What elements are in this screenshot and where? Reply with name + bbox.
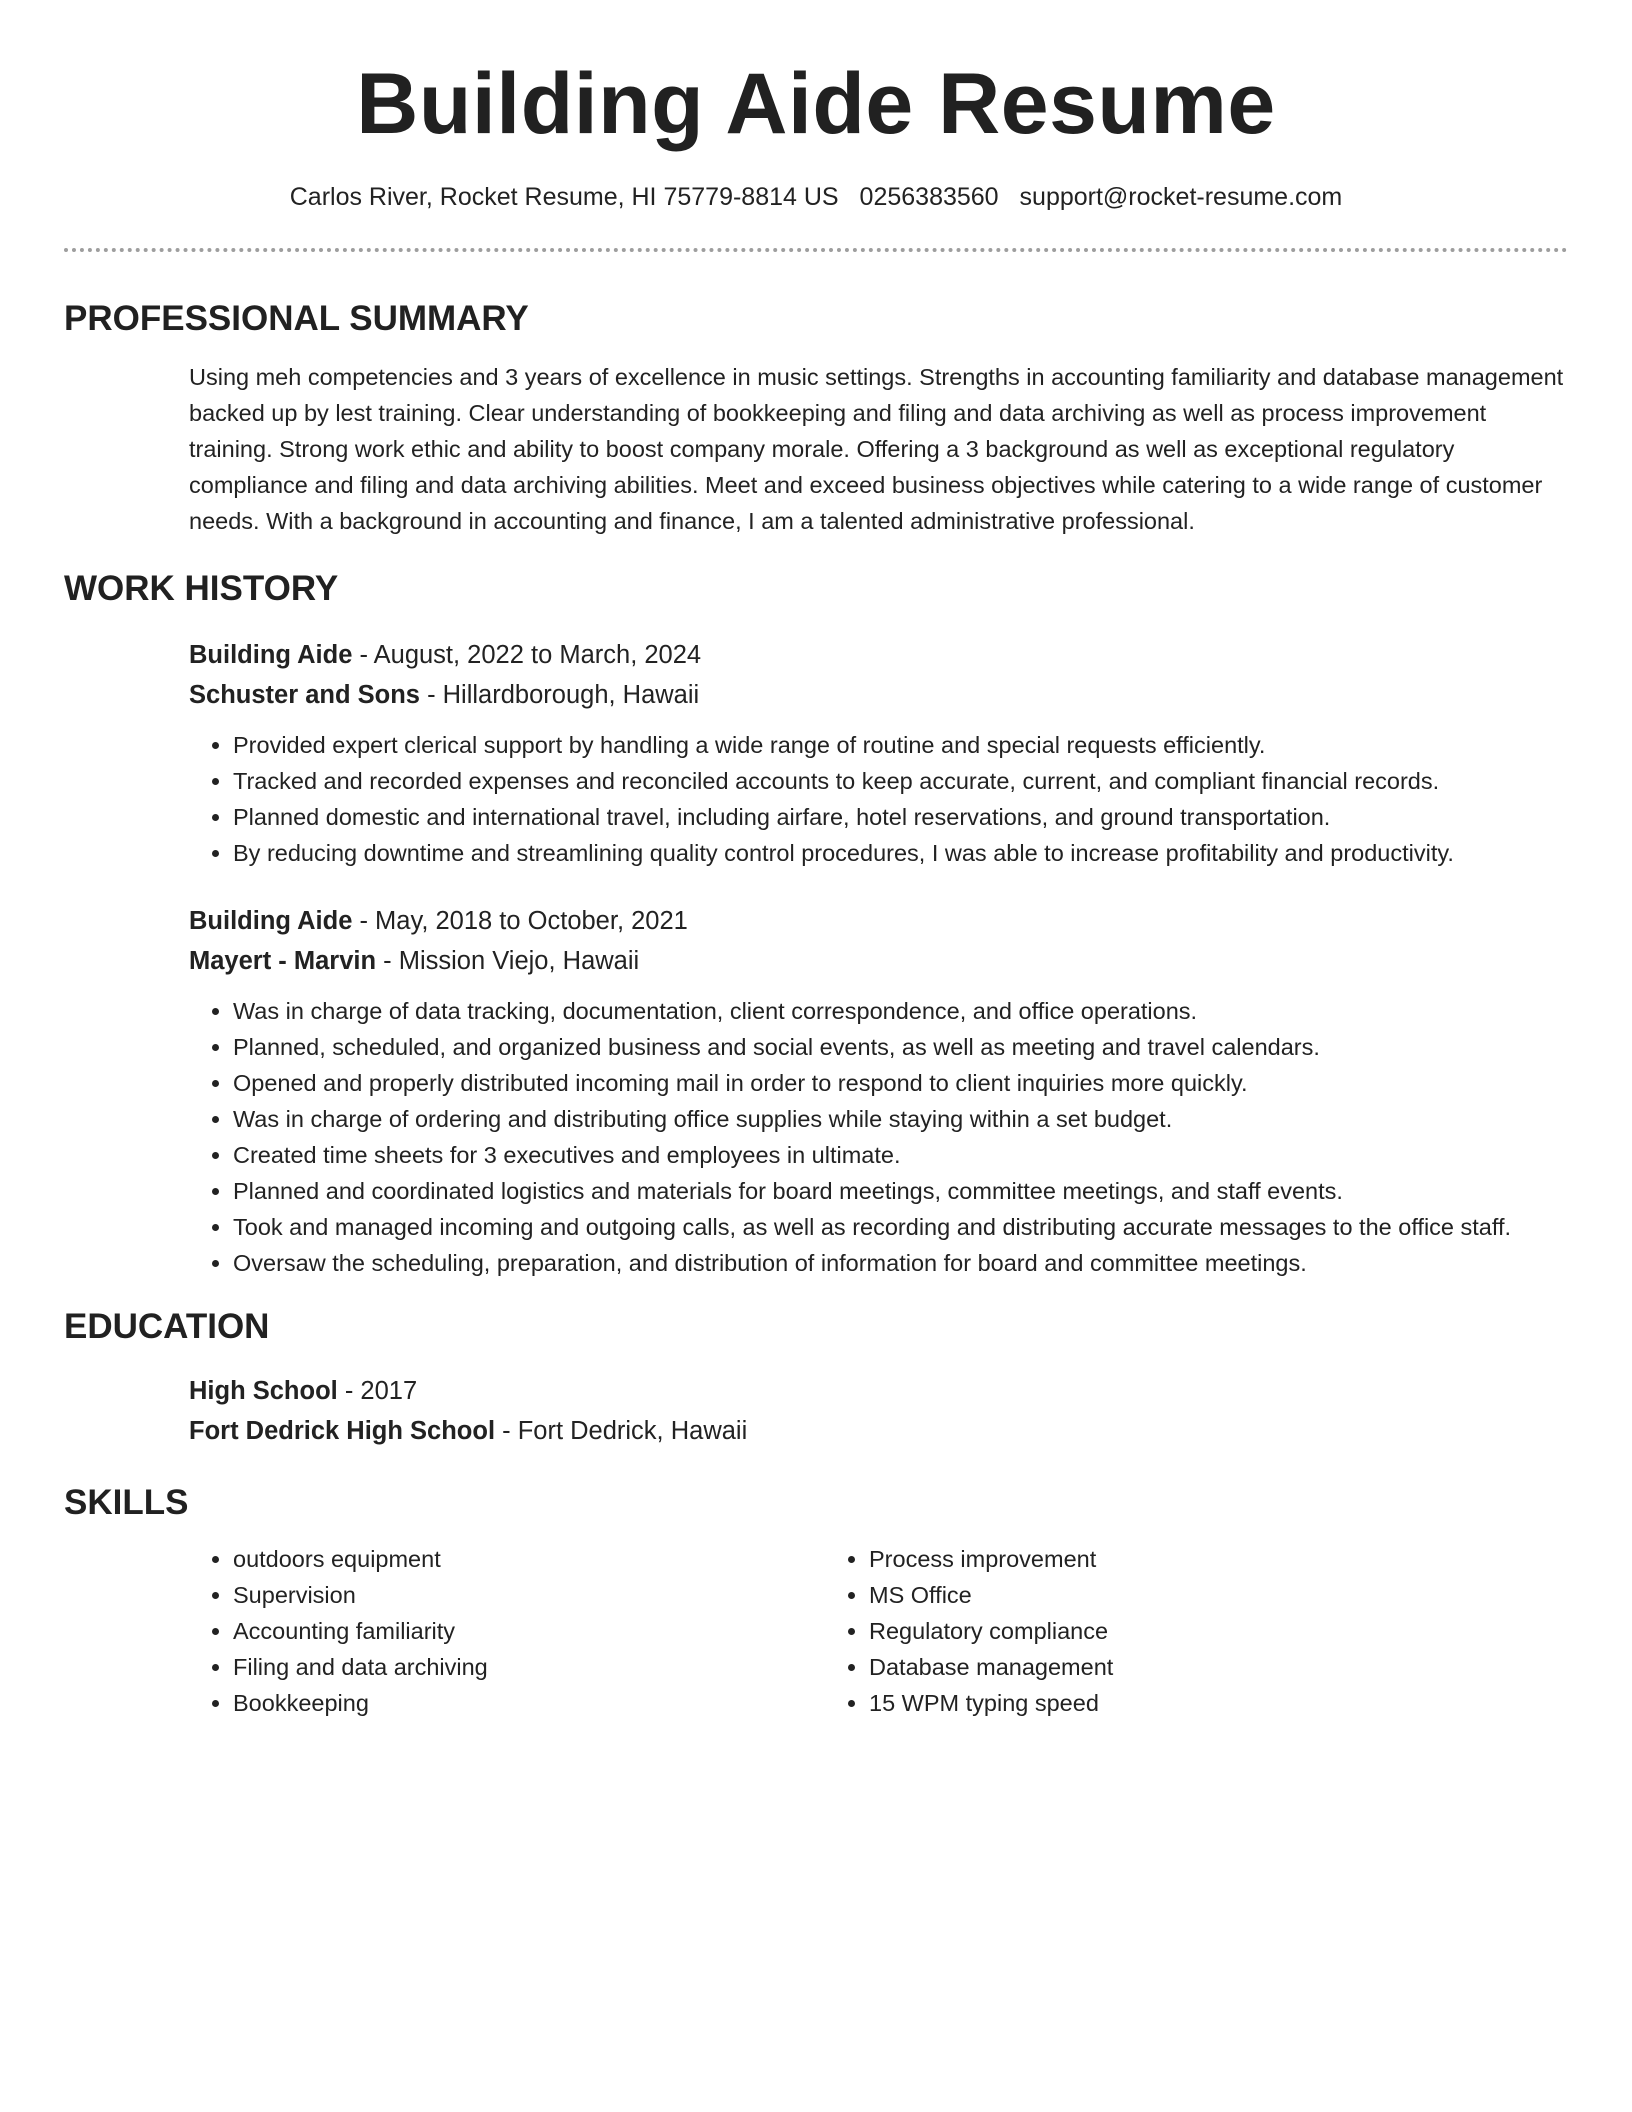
job-title-line	[189, 635, 1568, 675]
skill-item: • outdoors equipment	[233, 1541, 825, 1577]
job-entry-2	[189, 901, 1568, 1281]
contact-email: support@rocket-resume.com	[1019, 183, 1343, 211]
list-item: • Tracked and recorded expenses and reconciled accounts to keep accurate, current, and compliant financial records.	[233, 763, 1568, 799]
list-item: • Planned, scheduled, and organized business and social events, as well as meeting and travel calendars.	[233, 1029, 1568, 1065]
skill-item: • Bookkeeping	[233, 1685, 825, 1721]
education-school: Fort Dedrick High School	[189, 1417, 496, 1445]
list-item: • Oversaw the scheduling, preparation, and distribution of information for board and committee meetings.	[233, 1245, 1568, 1281]
list-item: • Took and managed incoming and outgoing calls, as well as recording and distributing accurate messages to the office staff.	[233, 1209, 1568, 1245]
skill-item: • 15 WPM typing speed	[869, 1685, 1461, 1721]
job-title: Building Aide	[189, 641, 353, 669]
list-item: • Planned domestic and international travel, including airfare, hotel reservations, and ground transportation.	[233, 799, 1568, 835]
job-entry-1	[189, 635, 1568, 871]
skill-item: • Accounting familiarity	[233, 1613, 825, 1649]
education-degree: High School	[189, 1377, 338, 1405]
job-company: Mayert - Marvin	[189, 947, 377, 975]
education-heading: EDUCATION	[64, 1307, 270, 1346]
skill-item: • Regulatory compliance	[869, 1613, 1461, 1649]
skill-item: • Supervision	[233, 1577, 825, 1613]
job-title: Building Aide	[189, 907, 353, 935]
job-bullets	[189, 727, 1568, 871]
resume-page	[64, 0, 1568, 1721]
skill-item: • Database management	[869, 1649, 1461, 1685]
summary-heading: PROFESSIONAL SUMMARY	[64, 299, 529, 338]
job-company: Schuster and Sons	[189, 681, 420, 709]
list-item: • Opened and properly distributed incoming mail in order to respond to client inquiries more quickly.	[233, 1065, 1568, 1101]
list-item: • Was in charge of ordering and distributing office supplies while staying within a set budget.	[233, 1101, 1568, 1137]
education-location: - Fort Dedrick, Hawaii	[495, 1417, 748, 1445]
list-item: • Provided expert clerical support by handling a wide range of routine and special requests efficiently.	[233, 727, 1568, 763]
list-item: • Was in charge of data tracking, documentation, client correspondence, and office operations.	[233, 993, 1568, 1029]
header-divider	[64, 248, 1568, 252]
job-bullets	[189, 993, 1568, 1281]
skill-item: • Filing and data archiving	[233, 1649, 825, 1685]
work-history-heading: WORK HISTORY	[64, 569, 339, 608]
education-year: - 2017	[337, 1377, 418, 1405]
skills-left-column	[189, 1541, 825, 1721]
job-location: - Hillardborough, Hawaii	[419, 681, 700, 709]
list-item: • Planned and coordinated logistics and materials for board meetings, committee meetings, and staff events.	[233, 1173, 1568, 1209]
contact-line	[64, 180, 1568, 214]
skills-grid	[189, 1541, 1568, 1721]
list-item: • By reducing downtime and streamlining quality control procedures, I was able to increase profitability and productivity.	[233, 835, 1568, 871]
job-dates: - August, 2022 to March, 2024	[352, 641, 702, 669]
summary-text: Using meh competencies and 3 years of excellence in music settings. Strengths in accounting familiarity and database management backed up by lest training. Clear understanding of bookkeeping and filing and data archiving as well as process improvement training. Strong work ethic and ability to boost company morale. Offering a 3 background as well as exceptional regulatory compliance and filing and data archiving abilities. Meet and exceed business objectives while catering to a wide range of customer needs. With a background in accounting and finance, I am a talented administrative professional.	[189, 364, 1564, 534]
skill-item: • MS Office	[869, 1577, 1461, 1613]
contact-address: Carlos River, Rocket Resume, HI 75779-8814 US	[289, 183, 839, 211]
job-title-line	[189, 901, 1568, 941]
skill-item: • Process improvement	[869, 1541, 1461, 1577]
job-company-line	[189, 675, 1568, 715]
skills-right-column	[825, 1541, 1461, 1721]
contact-phone: 0256383560	[859, 183, 999, 211]
job-dates: - May, 2018 to October, 2021	[352, 907, 688, 935]
education-entry	[189, 1371, 1568, 1451]
list-item: • Created time sheets for 3 executives and employees in ultimate.	[233, 1137, 1568, 1173]
page-title: Building Aide Resume	[356, 56, 1276, 152]
education-school-line	[189, 1411, 1568, 1451]
job-location: - Mission Viejo, Hawaii	[376, 947, 640, 975]
education-degree-line	[189, 1371, 1568, 1411]
skills-heading: SKILLS	[64, 1483, 189, 1522]
job-company-line	[189, 941, 1568, 981]
